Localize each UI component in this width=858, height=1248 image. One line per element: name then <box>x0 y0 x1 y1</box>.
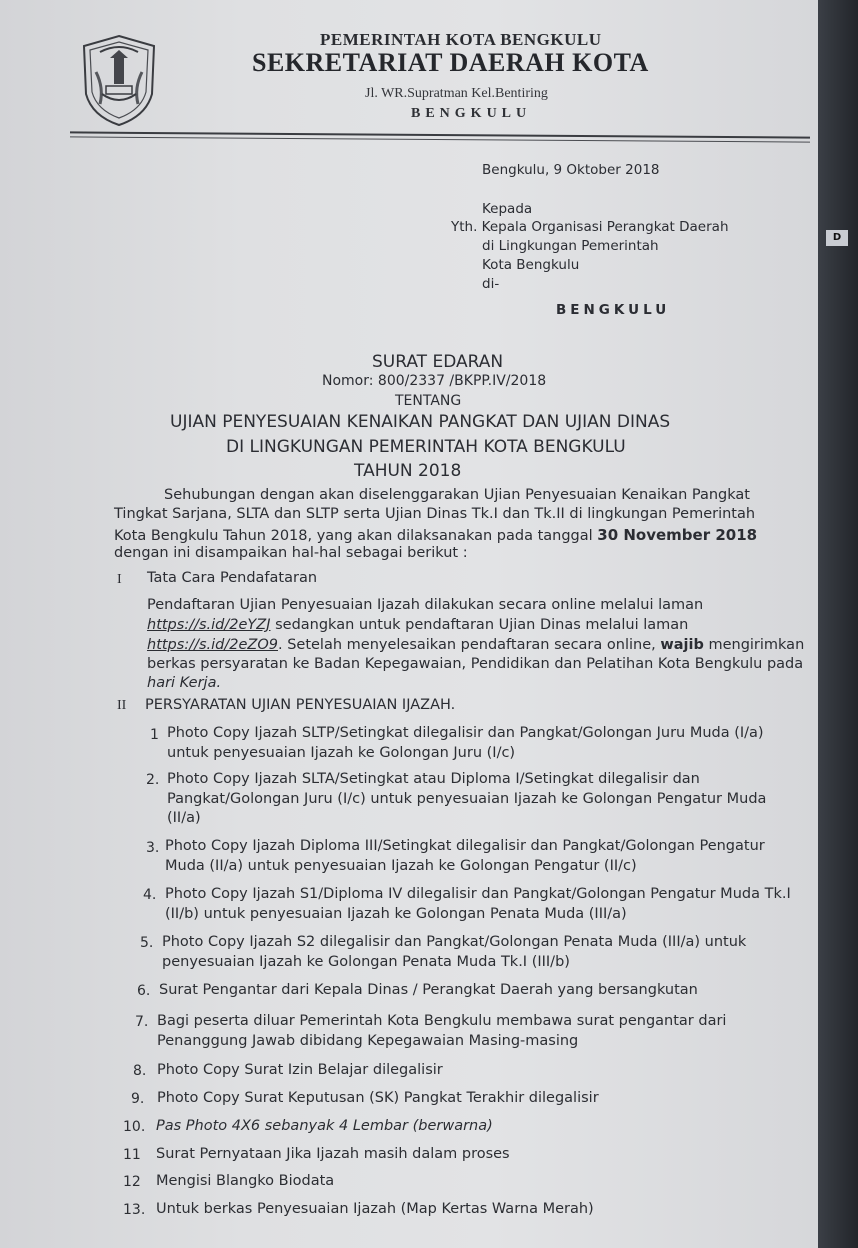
list-item-number: 2. <box>146 772 160 788</box>
list-item: Muda (II/a) untuk penyesuaian Ijazah ke Golongan Pengatur (II/c) <box>165 858 637 874</box>
list-item: Untuk berkas Penyesuaian Ijazah (Map Kertas Warna Merah) <box>156 1201 594 1217</box>
list-item: (II/b) untuk penyesuaian Ijazah ke Golongan Penata Muda (III/a) <box>165 906 627 922</box>
list-item: Photo Copy Ijazah S1/Diploma IV dilegalisir dan Pangkat/Golongan Pengatur Muda Tk.I <box>165 886 791 902</box>
list-item-number: 8. <box>133 1063 147 1079</box>
section-number: II <box>117 698 127 713</box>
letterhead-government: PEMERINTAH KOTA BENGKULU <box>320 30 602 49</box>
document-subject: TAHUN 2018 <box>354 461 462 481</box>
list-item-number: 4. <box>143 887 157 903</box>
list-item: Photo Copy Ijazah S2 dilegalisir dan Pangkat/Golongan Penata Muda (III/a) untuk <box>162 934 747 950</box>
exam-date: 30 November 2018 <box>597 526 758 544</box>
list-item: Pangkat/Golongan Juru (I/c) untuk penyesuaian Ijazah ke Golongan Pengatur Muda <box>167 791 767 807</box>
recipient-line: Kota Bengkulu <box>482 257 580 273</box>
intro-line: Kota Bengkulu Tahun 2018, yang akan dilaksanakan pada tanggal 30 November 2018 <box>114 526 758 544</box>
document-number: Nomor: 800/2337 /BKPP.IV/2018 <box>322 373 547 389</box>
intro-line: Tingkat Sarjana, SLTA dan SLTP serta Ujian Dinas Tk.I dan Tk.II di lingkungan Pemerintah <box>114 506 756 522</box>
list-item: Photo Copy Ijazah SLTP/Setingkat dilegalisir dan Pangkat/Golongan Juru Muda (I/a) <box>167 725 764 741</box>
document-type: SURAT EDARAN <box>372 352 504 372</box>
list-item-number: 7. <box>135 1014 149 1030</box>
section-title: Tata Cara Pendafataran <box>147 570 318 586</box>
letterhead-city: BENGKULU <box>411 106 532 121</box>
list-item: Surat Pengantar dari Kepala Dinas / Perangkat Daerah yang bersangkutan <box>159 982 698 998</box>
list-item: Mengisi Blangko Biodata <box>156 1173 335 1189</box>
section1-line: https://s.id/2eYZJ sedangkan untuk pendaftaran Ujian Dinas melalui laman <box>147 617 689 633</box>
list-item-number: 5. <box>140 935 154 951</box>
recipient-kepada: Kepada <box>482 201 533 217</box>
section-number: I <box>117 572 122 587</box>
registration-link-dinas[interactable]: https://s.id/2eZO9 <box>147 637 278 653</box>
list-item: untuk penyesuaian Ijazah ke Golongan Juru (I/c) <box>167 745 516 761</box>
list-item-number: 11 <box>123 1147 141 1163</box>
list-item: penyesuaian Ijazah ke Golongan Penata Muda Tk.I (III/b) <box>162 954 570 970</box>
document-subject: UJIAN PENYESUAIAN KENAIKAN PANGKAT DAN UJIAN DINAS <box>170 412 671 432</box>
background-edge <box>818 0 858 1248</box>
intro-line: dengan ini disampaikan hal-hal sebagai berikut : <box>114 545 468 561</box>
list-item-number: 6. <box>137 983 151 999</box>
list-item: Bagi peserta diluar Pemerintah Kota Bengkulu membawa surat pengantar dari <box>157 1013 727 1029</box>
list-item: Pas Photo 4X6 sebanyak 4 Lembar (berwarna) <box>156 1118 493 1134</box>
recipient-line: Yth. Kepala Organisasi Perangkat Daerah <box>451 219 729 235</box>
letterhead-address: Jl. WR.Supratman Kel.Bentiring <box>365 86 548 101</box>
list-item: Surat Pernyataan Jika Ijazah masih dalam proses <box>156 1146 510 1162</box>
list-item: Photo Copy Ijazah Diploma III/Setingkat dilegalisir dan Pangkat/Golongan Pengatur <box>165 838 765 854</box>
list-item-number: 3. <box>146 840 160 856</box>
section1-line: Pendaftaran Ujian Penyesuaian Ijazah dilakukan secara online melalui laman <box>147 597 704 613</box>
intro-line: Sehubungan dengan akan diselenggarakan Ujian Penyesuaian Kenaikan Pangkat <box>164 487 750 503</box>
section1-line: berkas persyaratan ke Badan Kepegawaian, Pendidikan dan Pelatihan Kota Bengkulu pada <box>147 656 804 672</box>
list-item-number: 9. <box>131 1091 145 1107</box>
city-emblem-icon <box>80 32 158 128</box>
list-item: (II/a) <box>167 810 201 826</box>
section1-line: hari Kerja. <box>147 675 222 691</box>
registration-link-ijazah[interactable]: https://s.id/2eYZJ <box>147 617 271 633</box>
section1-line: https://s.id/2eZO9. Setelah menyelesaikan pendaftaran secara online, wajib mengirimkan <box>147 637 805 653</box>
list-item-number: 1 <box>150 727 159 743</box>
list-item: Photo Copy Surat Keputusan (SK) Pangkat Terakhir dilegalisir <box>157 1090 599 1106</box>
recipient-line: di- <box>482 276 500 292</box>
document-tentang: TENTANG <box>395 393 462 409</box>
list-item-number: 12 <box>123 1174 141 1190</box>
list-item-number: 13. <box>123 1202 146 1218</box>
letterhead-office: SEKRETARIAT DAERAH KOTA <box>252 48 649 77</box>
letter-date: Bengkulu, 9 Oktober 2018 <box>482 162 660 178</box>
recipient-city: BENGKULU <box>556 302 671 318</box>
list-item-number: 10. <box>123 1119 146 1135</box>
recipient-line: di Lingkungan Pemerintah <box>482 238 659 254</box>
edge-badge: D <box>826 230 848 246</box>
document-subject: DI LINGKUNGAN PEMERINTAH KOTA BENGKULU <box>226 437 626 457</box>
list-item: Photo Copy Surat Izin Belajar dilegalisir <box>157 1062 443 1078</box>
section-title: PERSYARATAN UJIAN PENYESUAIAN IJAZAH. <box>145 697 456 713</box>
list-item: Penanggung Jawab dibidang Kepegawaian Masing-masing <box>157 1033 579 1049</box>
list-item: Photo Copy Ijazah SLTA/Setingkat atau Diploma I/Setingkat dilegalisir dan <box>167 771 700 787</box>
